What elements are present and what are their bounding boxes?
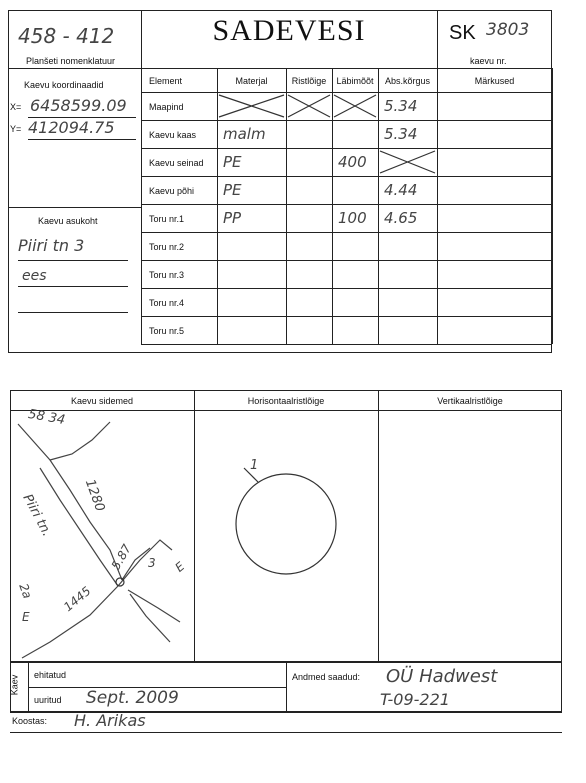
table-cell-height: 5.34 bbox=[384, 97, 418, 115]
sketch-label-a: 58 34 bbox=[26, 406, 67, 429]
sketch-col-connections: Kaevu sidemed bbox=[70, 396, 134, 406]
table-row-element: Toru nr.5 bbox=[149, 326, 185, 336]
data-source-company: OÜ Hadwest bbox=[386, 666, 498, 687]
table-row-element: Kaevu põhi bbox=[149, 186, 195, 196]
table-cell-material: malm bbox=[223, 125, 266, 143]
table-cell-diameter: 100 bbox=[338, 209, 367, 227]
author-name: H. Arikas bbox=[74, 711, 146, 730]
sketch-label-c: Piiri tn. bbox=[19, 491, 55, 540]
measured-date: Sept. 2009 bbox=[86, 688, 179, 708]
crossed-out-cell-icon bbox=[286, 92, 332, 120]
crossed-out-cell-icon bbox=[217, 92, 286, 120]
table-header-element: Element bbox=[149, 76, 183, 86]
table-row-element: Toru nr.2 bbox=[149, 242, 185, 252]
data-source-label: Andmed saadud: bbox=[292, 672, 361, 682]
well-number-handwritten: 3803 bbox=[486, 20, 530, 40]
well-symbol-icon bbox=[116, 578, 124, 586]
table-header-notes: Märkused bbox=[474, 76, 515, 86]
sheet-number-handwritten: 458 - 412 bbox=[18, 24, 115, 48]
location-line-2: ees bbox=[22, 268, 47, 284]
pipe-number-label: 1 bbox=[250, 458, 259, 473]
well-side-label: Kaev bbox=[9, 674, 20, 696]
table-header-diameter: Läbimõõt bbox=[336, 76, 374, 86]
table-cell-material: PE bbox=[223, 153, 242, 171]
built-label: ehitatud bbox=[34, 670, 67, 680]
table-cell-height: 4.65 bbox=[384, 209, 418, 227]
crossed-out-cell-icon bbox=[378, 148, 437, 176]
table-header-height: Abs.kõrgus bbox=[384, 76, 431, 86]
location-label: Kaevu asukoht bbox=[38, 216, 98, 226]
horizontal-section-drawing bbox=[194, 410, 378, 662]
sketch-col-vertical: Vertikaalristlõige bbox=[437, 396, 503, 406]
author-label: Koostas: bbox=[12, 716, 48, 726]
table-row-element: Toru nr.1 bbox=[149, 214, 185, 224]
connections-sketch bbox=[10, 410, 194, 662]
sketch-label-g: 1445 bbox=[61, 583, 94, 615]
table-header-cross: Ristlõige bbox=[291, 76, 327, 86]
data-source-reference: T-09-221 bbox=[380, 690, 450, 709]
sketch-label-f: E bbox=[172, 559, 188, 575]
sketch-label-d: 5.87 bbox=[108, 541, 135, 573]
table-row-element: Toru nr.4 bbox=[149, 298, 185, 308]
sketch-label-h: 2a bbox=[16, 581, 35, 601]
y-label: Y= bbox=[10, 124, 22, 134]
table-row-element: Kaevu kaas bbox=[149, 130, 197, 140]
table-row-element: Maapind bbox=[149, 102, 184, 112]
well-number-label: kaevu nr. bbox=[470, 56, 507, 66]
table-header-material: Materjal bbox=[235, 76, 268, 86]
crossed-out-cell-icon bbox=[332, 92, 378, 120]
x-label: X= bbox=[10, 102, 22, 112]
sketch-label-i: E bbox=[22, 610, 30, 624]
table-cell-height: 5.34 bbox=[384, 125, 418, 143]
measured-label: uuritud bbox=[34, 695, 62, 705]
table-cell-height: 4.44 bbox=[384, 181, 418, 199]
table-cell-material: PP bbox=[223, 209, 242, 227]
sketch-col-horizontal: Horisontaalristlõige bbox=[247, 396, 325, 406]
location-line-1: Piiri tn 3 bbox=[18, 236, 85, 255]
page-title: SADEVESI bbox=[212, 14, 366, 47]
table-row-element: Kaevu seinad bbox=[149, 158, 204, 168]
sketch-label-e: 3 bbox=[148, 556, 156, 570]
sheet-nomenclature-label: Planšeti nomenklatuur bbox=[26, 56, 116, 66]
sketch-label-b: 1280 bbox=[81, 477, 108, 514]
table-cell-diameter: 400 bbox=[338, 153, 367, 171]
coordinates-label: Kaevu koordinaadid bbox=[24, 80, 104, 90]
table-cell-material: PE bbox=[223, 181, 242, 199]
table-row-element: Toru nr.3 bbox=[149, 270, 185, 280]
x-coordinate-value: 6458599.09 bbox=[30, 96, 127, 115]
y-coordinate-value: 412094.75 bbox=[28, 118, 115, 137]
well-prefix: SK bbox=[449, 22, 476, 44]
